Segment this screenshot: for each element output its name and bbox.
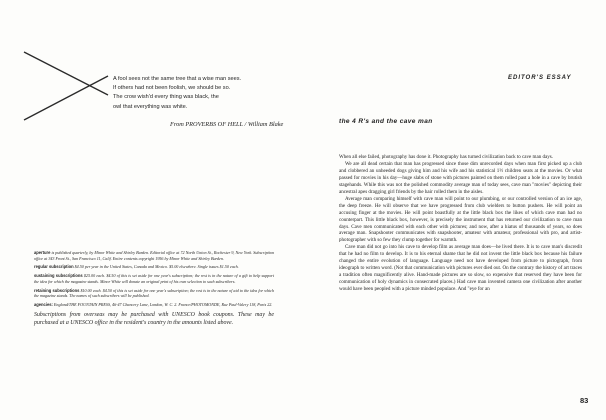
essay-body <box>339 154 582 293</box>
colophon-entry <box>34 264 274 270</box>
epigraph-line: If others had not been foolish, we should be so. <box>113 85 231 92</box>
essay-paragraph: Cave man did not go into his cave to develop film as average man does—he lived there. It is to cave man's discredit that he had no film to develop. It is to his eternal shame that he did not invent the little black box because his failure changed the entire evolution of language. Language need not have developed from picture to pictograph, from ideograph to written word. (Not that communication with pictures ever died out. On the contrary the history of art traces a tradition often magnificently alive. Hand-made pictures are so slow, so expensive that reserved they have been for communication of holy dynamics in consecrated places.) Had cave man invented camera one civilization after another would have been peopled with a picture minded populace. And "eye for an <box>339 244 582 293</box>
colophon-label: sustaining subscriptions <box>34 273 83 279</box>
colophon-label: retaining subscriptions <box>34 287 80 293</box>
epigraph-line: A fool sees not the same tree that a wise man sees. <box>113 76 242 82</box>
essay-paragraph: When all else failed, photography has done it. Photography has turned civilization back to cave man days. <box>339 154 554 160</box>
essay-title: the 4 R's and the cave man <box>339 118 433 125</box>
colophon-text: $4.50 per year in the United States, Canada and Mexico. $5.00 elsewhere. Single issues $1.50 each. <box>73 264 239 270</box>
colophon-entry <box>34 250 274 261</box>
colophon-text: England/THE FOUNTAIN PRESS, 46-47 Chancery Lane, London, W. C. 2. France/PHOTOMONDE, Rue Paul-Valery 118, Paris 22. <box>52 301 273 307</box>
colophon-label: aperture <box>34 250 51 255</box>
colophon-label: agencies: <box>34 301 53 307</box>
epigraph-line: The crow wish'd every thing was black, the <box>113 94 219 101</box>
colophon-label: regular subscription <box>34 264 74 270</box>
essay-paragraph: We are all dead certain that man has progressed since those dim unrecorded days when man first picked up a club and clobbered an unheeded dogs giving him and his wife and his statistical 1½ children seats at the movies. Or what passed for movies in his day—huge slabs of stone with pictures painted on them rolled past a hole in a cave by brutish stagehands. While this was not the polished commodity average man of today sees, cave man "movies" depicting their ancestral apes dragging girl friends by the hair rolled them in the aisles. <box>339 160 582 195</box>
epigraph <box>113 75 323 112</box>
unesco-note: Subscriptions from overseas may be purchased with UNESCO book coupons. These may be purchased at a UNESCO office in the resident's country in the amounts listed above. <box>34 311 274 327</box>
epigraph-line: owl that everything was white. <box>113 103 188 110</box>
colophon-text: $25.00 each. $4.50 of this is set aside for one year's subscription; the rest is in the nature of a gift to help support the idea for which the magazine stands. Minor White will donate an original print of his own selection to such subscribers. <box>34 273 275 284</box>
colophon-entry <box>34 288 274 299</box>
essay-paragraph: Average man comparing himself with cave man will point to our plumbing, or our controlled version of an ice age, the deep freeze. He will observe that we have progressed from club wielders to button pushers. He will point an accusing finger at the movies. He will point boastfully at the little black box the likes of which cave man had no counterpart. This little black box, however, is precisely the instrument that has returned our civilization to cave man days. Cave men communicated with each other with pictures; and now, after a hiatus of thousands of years, so does average man. Snapshooter communicates with snapshooter, amateur with amateur, professional with pro, and artist-photographer with so few they clump together for warmth. <box>339 195 582 244</box>
epigraph-source: From PROVERBS OF HELL / William Blake <box>170 121 284 128</box>
colophon-text: $10.00 each. $4.50 of this is set aside for one year's subscription; the rest is in the nature of aid to the idea for which the magazine stands. The names of such subscribers will be published. <box>34 287 275 299</box>
colophon-text: is published quarterly, by Minor White and Shirley Burden. Editorial office at 72 North Union St., Rochester 9, New York. Subscription office at 343 Front St., San Francisco 11, Calif. Entire contents copyright 1956 by Minor White and Shirley Burden. <box>34 250 274 261</box>
colophon-entry <box>34 302 274 308</box>
section-label: EDITOR'S ESSAY <box>508 75 572 81</box>
colophon-entry <box>34 273 274 284</box>
colophon <box>34 250 274 327</box>
page-number: 83 <box>580 396 589 405</box>
